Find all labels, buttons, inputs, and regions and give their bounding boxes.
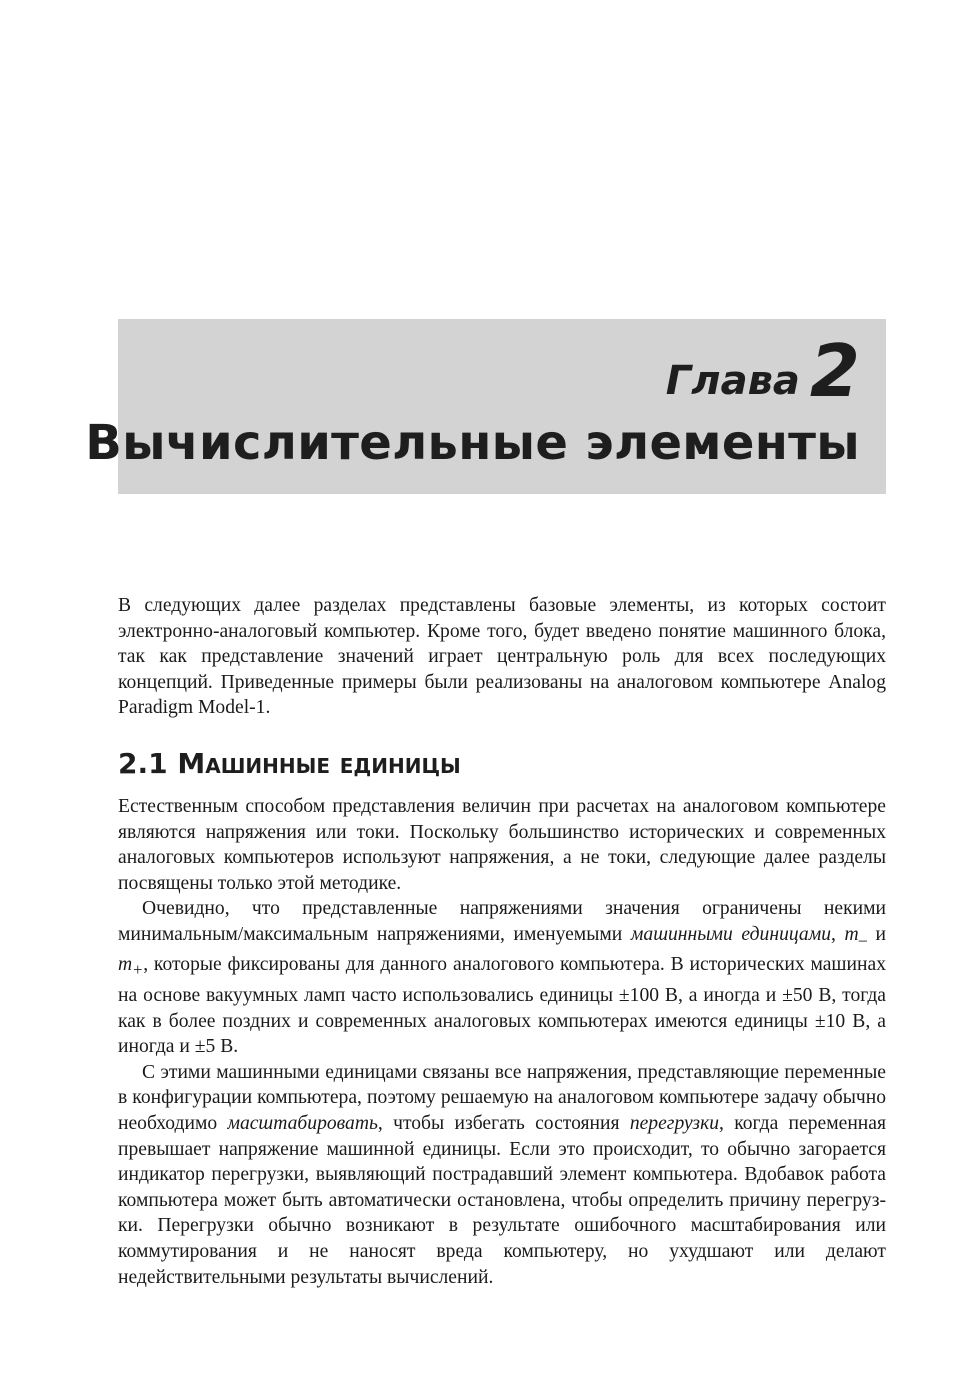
section-number: 2.1 [118, 747, 168, 780]
chapter-word: Глава [665, 358, 800, 404]
chapter-number: 2 [809, 329, 860, 413]
section-heading [118, 747, 461, 780]
paragraph-1: Естественным способом представления величин при расчетах на аналоговом компьютере являются напряжения или токи. Поскольку большинство исторических и современных аналоговых компьютеров используют напряжения, а не токи, следующие далее разделы посвящены только этой методике. [118, 796, 886, 894]
symbol-m-minus: $m_-$ [844, 923, 867, 949]
chapter-label [665, 329, 860, 413]
term-scale: масштабировать [227, 1112, 378, 1134]
chapter-title: Вычислительные элементы [85, 415, 860, 471]
paragraph-3: С этими машинными единицами связаны все напряжения, представляющие переменные в конфигурации компьютера, поэтому решаемую на аналоговом компьютере задачу обычно необходимо масштабировать, чтобы избегать состояния перегрузки, когда переменная превышает напряжение машинной единицы. Если это происходит, то обычно загорается индикатор перегрузки, выявляющий пострадавший элемент компьютера. Вдобавок работа компьютера может быть автоматически остановлена, чтобы определить причину перегрузки. Перегрузки обычно возникают в результате ошибочного масштабирования или коммутирования и не наносят вреда компьютеру, но ухудшают или делают недействительными результаты вычислений. [118, 1061, 887, 1288]
section-title: Машинные единицы [177, 747, 461, 780]
term-machine-units: машинными единицами [630, 923, 831, 945]
paragraph-2: Очевидно, что представленные напряжениями значения ограничены некими минимальным/максимальным напряжениями, именуемыми машинными единицами, $m_-$ и $m_+$, которые фиксированы для данного аналогового компьютера. В исторических машинах на основе вакуумных ламп часто использовались единицы ±100 В, а иногда и ±50 В, тогда как в более поздних и современных аналоговых компьютерах имеются единицы ±10 В, а иногда и ±5 В. [118, 898, 886, 1058]
intro-paragraph: В следующих далее разделах представлены базовые элементы, из которых состоит электронно-аналоговый компьютер. Кроме того, будет введено понятие машинного блока, так как представление значений играет центральную роль для всех последующих концепций. Приведенные примеры были реализованы на аналоговом компьютере Analog Paradigm Model-1. [118, 595, 886, 719]
term-overload: перегрузки [629, 1112, 720, 1134]
symbol-m-plus: $m_+$ [118, 954, 144, 980]
chapter-banner [85, 319, 886, 494]
section-body [118, 794, 886, 1290]
